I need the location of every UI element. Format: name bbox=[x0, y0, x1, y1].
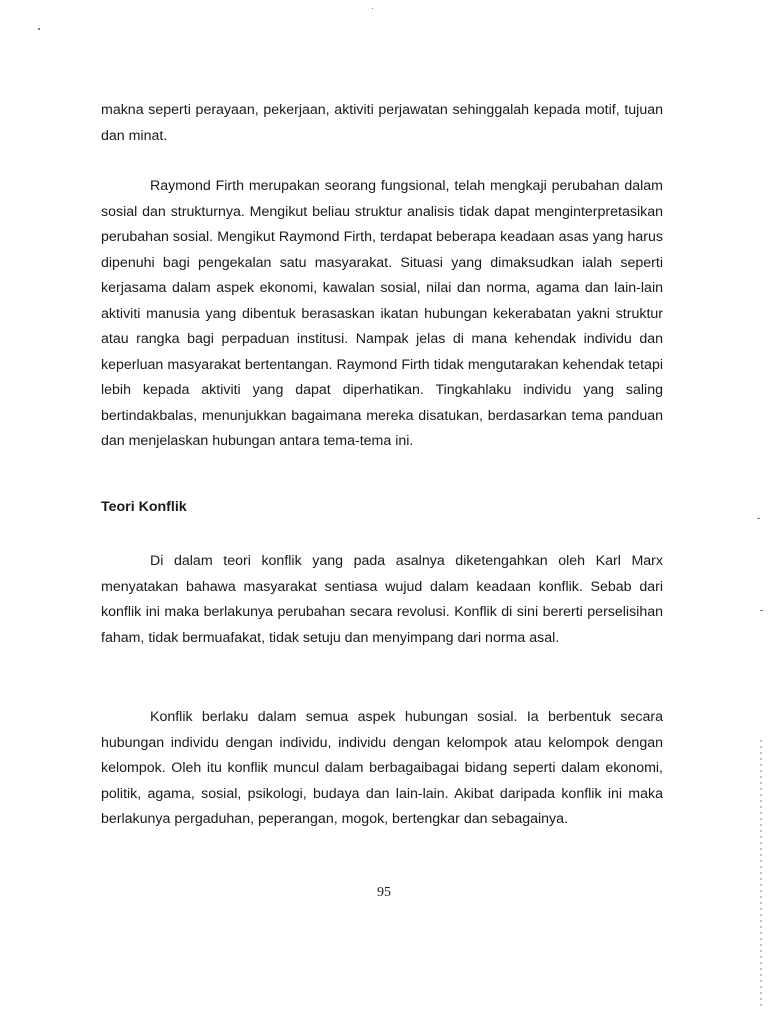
paragraph-konflik: Konflik berlaku dalam semua aspek hubungan sosial. Ia berbentuk secara hubungan individu dengan individu, individu dengan kelompok atau kelompok dengan kelompok. Oleh itu konflik muncul dalam berbagaibagai bidang seperti dalam ekonomi, politik, agama, sosial, psikologi, budaya dan lain-lain. Akibat daripada konflik ini maka berlakunya pergaduhan, peperangan, mogok, bertengkar dan sebagainya. bbox=[101, 709, 663, 827]
scan-speck bbox=[372, 8, 373, 9]
scan-edge-noise bbox=[760, 740, 762, 1010]
paragraph-raymond-firth: Raymond Firth merupakan seorang fungsional, telah mengkaji perubahan dalam sosial dan strukturnya. Mengikut beliau struktur analisis tidak dapat menginterpretasikan perubahan sosial. Mengikut Raymond Firth, terdapat beberapa keadaan asas yang harus dipenuhi bagi pengekalan satu masyarakat. Situasi yang dimaksudkan ialah seperti kerjasama dalam aspek ekonomi, kawalan sosial, nilai dan norma, agama dan lain-lain aktiviti manusia yang dibentuk berasaskan ikatan hubungan kekerabatan yakni struktur atau rangka bagi perpaduan institusi. Nampak jelas di mana kehendak individu dan keperluan masyarakat bertentangan. Raymond Firth tidak mengutarakan kehendak tetapi lebih kepada aktiviti yang dapat diperhatikan. Tingkahlaku individu yang saling bertindakbalas, menunjukkan bagaimana mereka disatukan, berdasarkan tema panduan dan menjelaskan hubungan antara tema-tema ini. bbox=[101, 178, 663, 449]
scan-speck bbox=[38, 28, 40, 30]
scan-speck bbox=[760, 610, 763, 611]
paragraph-karl-marx: Di dalam teori konflik yang pada asalnya diketengahkan oleh Karl Marx menyatakan bahawa masyarakat sentiasa wujud dalam keadaan konflik. Sebab dari konflik ini maka berlakunya perubahan secara revolusi. Konflik di sini bererti perselisihan faham, tidak bermuafakat, tidak setuju dan menyimpang dari norma asal. bbox=[101, 553, 663, 646]
scan-speck bbox=[757, 518, 760, 519]
paragraph-continuation: makna seperti perayaan, pekerjaan, aktiviti perjawatan sehinggalah kepada motif, tujuan dan minat. bbox=[101, 102, 663, 144]
page-number: 95 bbox=[377, 885, 391, 900]
section-heading: Teori Konflik bbox=[101, 499, 187, 515]
